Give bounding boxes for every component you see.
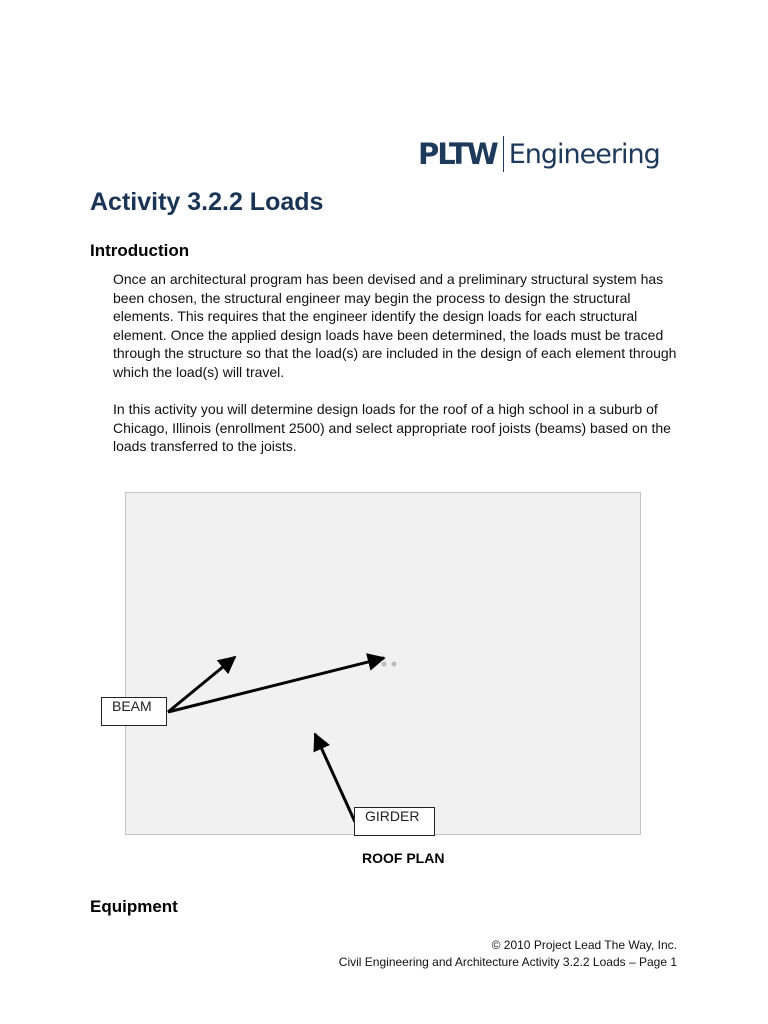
beam-label: BEAM (101, 697, 167, 726)
figure-caption: ROOF PLAN (362, 850, 445, 866)
marker-dot (382, 662, 387, 667)
girder-arrow (315, 734, 355, 822)
introduction-paragraph-2: In this activity you will determine design loads for the roof of a high school in a suburb of Chicago, Illinois (enrollment 2500) and select appropriate roof joists (beams) based on the loads transferred to the joists. (113, 401, 671, 454)
girder-label: GIRDER (354, 807, 435, 836)
marker-dot (392, 662, 397, 667)
equipment-heading: Equipment (90, 897, 178, 916)
introduction-heading: Introduction (90, 241, 190, 260)
logo-brand: PLTW (418, 137, 497, 171)
page-title: Activity 3.2.2 Loads (90, 188, 324, 216)
footer-page-label: Civil Engineering and Architecture Activity 3.2.2 Loads – Page 1 (338, 954, 677, 969)
logo-subtitle: Engineering (508, 138, 660, 170)
introduction-paragraph-1: Once an architectural program has been devised and a preliminary structural system has been chosen, the structural engineer may begin the process to design the structural elements. This requires that the engineer identify the design loads for each structural element. Once the applied design loads have been determined, the loads must be traced through the structure so that the load(s) are included in the design of each element through which the load(s) will travel. (113, 271, 677, 380)
footer-copyright: © 2010 Project Lead The Way, Inc. (491, 938, 677, 952)
page-footer (339, 937, 677, 970)
